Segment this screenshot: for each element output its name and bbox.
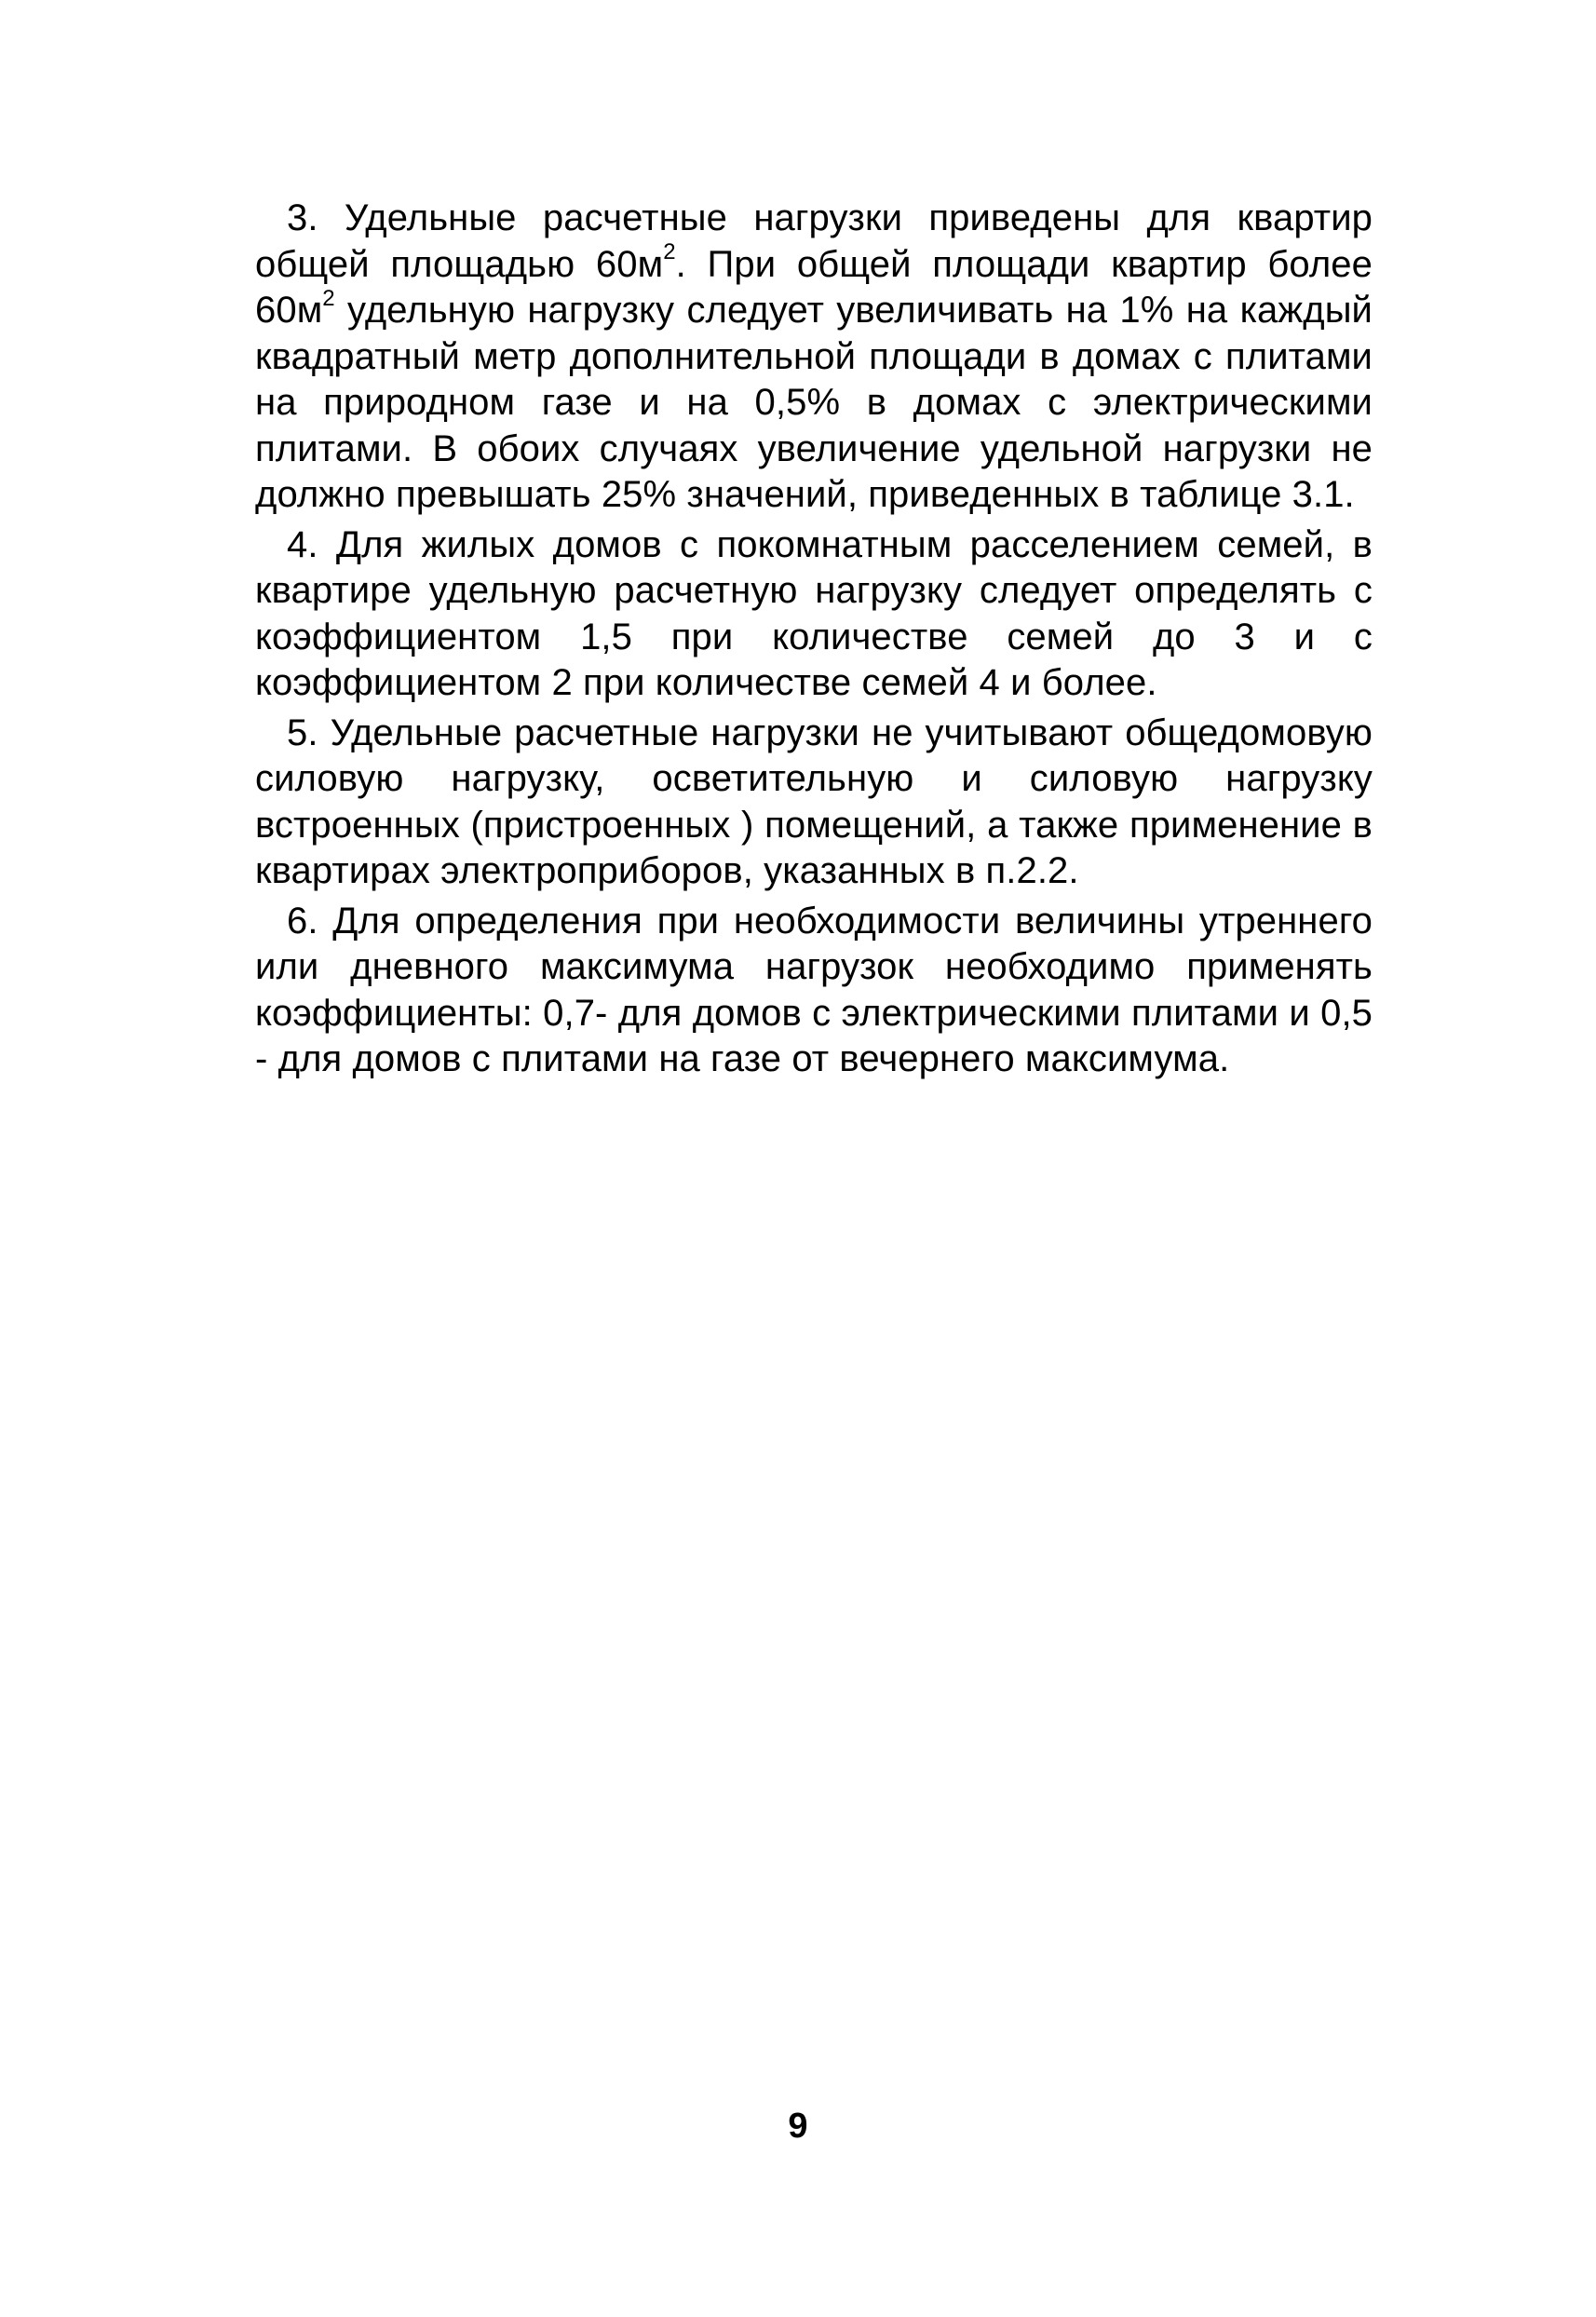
paragraph-3-text-c: удельную нагрузку следует увеличивать на 1% на каждый квадратный метр дополнительной площади в домах с плитами на природном газе и на 0,5% в домах с электрическими плитами. В обоих случаях увеличение удельной нагрузки не должно превышать 25% значений, приведенных в таблице 3.1. <box>255 290 1373 515</box>
paragraph-3-text-b: . При общей площади квартир более 60м <box>255 243 1373 331</box>
superscript-squared: 2 <box>663 239 676 265</box>
document-body <box>255 196 1373 1087</box>
paragraph-3-text-a: 3. Удельные расчетные нагрузки приведены для квартир общей площадью 60м <box>255 197 1373 285</box>
paragraph-4: 4. Для жилых домов с покомнатным расселением семей, в квартире удельную расчетную нагрузку следует определять с коэффициентом 1,5 при количестве семей до 3 и с коэффициентом 2 при количестве семей 4 и более. <box>255 523 1373 703</box>
paragraph-3 <box>255 196 1373 519</box>
superscript-squared: 2 <box>322 285 335 311</box>
page-number: 9 <box>788 2107 808 2146</box>
paragraph-6: 6. Для определения при необходимости величины утреннего или дневного максимума нагрузок необходимо применять коэффициенты: 0,7- для домов с электрическими плитами и 0,5 - для домов с плитами на газе от вечернего максимума. <box>255 900 1373 1079</box>
paragraph-5: 5. Удельные расчетные нагрузки не учитывают общедомовую силовую нагрузку, осветительную и силовую нагрузку встроенных (пристроенных ) помещений, а также применение в квартирах электроприборов, указанных в п.2.2. <box>255 711 1373 891</box>
